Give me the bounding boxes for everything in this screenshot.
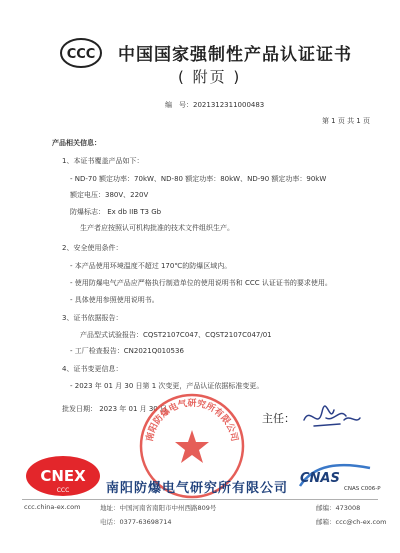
footer-phone: 电话：0377-63698714: [100, 518, 172, 526]
director-signature: [300, 400, 362, 434]
cnas-logo-icon: [294, 458, 381, 494]
ccc-logo-icon: [60, 38, 102, 68]
svg-text:CCC: CCC: [66, 47, 96, 62]
footer-divider: [22, 499, 378, 500]
footer-address: 地址：中国河南省南阳市中州西路809号: [100, 504, 217, 512]
svg-text:CCC: CCC: [56, 487, 70, 494]
product-info-heading: 产品相关信息：: [52, 139, 101, 147]
safety-item: - 具体使用参照使用说明书。: [70, 296, 159, 304]
cnex-logo-icon: [24, 454, 102, 498]
section-4-title: 4、证书变更信息：: [62, 365, 123, 373]
rated-voltage: 额定电压：380V、220V: [70, 191, 149, 199]
product-models: - ND-70 额定功率：70kW、ND-80 额定功率：80kW、ND-90 额定功率：90kW: [70, 175, 327, 183]
footer-postcode: 邮编：473008: [316, 504, 361, 512]
footer-website: ccc.china-ex.com: [24, 503, 81, 511]
section-3-title: 3、证书依据报告：: [62, 314, 123, 322]
svg-text:南阳防爆电气研究所有限公司: 南阳防爆电气研究所有限公司: [145, 399, 239, 443]
organization-name: 南阳防爆电气研究所有限公司: [106, 481, 289, 496]
certificate-subtitle: ( 附页 ): [178, 68, 242, 86]
svg-text:CNAS C006-P: CNAS C006-P: [344, 486, 381, 492]
production-note: 生产者应按照认可机构批准的技术文件组织生产。: [80, 224, 234, 232]
issue-date: 批发日期： 2023 年 01 月 30 日: [62, 405, 167, 413]
certificate-title: 中国国家强制性产品认证证书: [118, 45, 352, 65]
svg-text:CNEX: CNEX: [40, 467, 86, 485]
ex-marking: 防爆标志： Ex db IIB T3 Gb: [70, 208, 162, 216]
section-1-title: 1、本证书覆盖产品如下：: [62, 157, 144, 165]
svg-text:CNAS: CNAS: [300, 471, 340, 486]
section-2-title: 2、安全使用条件：: [62, 244, 123, 252]
safety-item: - 本产品使用环境温度不超过 170℃的防爆区域内。: [70, 262, 232, 270]
type-test-report: 产品型式试验报告：CQST2107C047、CQST2107C047/01: [80, 331, 272, 339]
footer-email: 邮箱：ccc@ch-ex.com: [316, 518, 387, 526]
factory-inspection-report: - 工厂检查报告：CN2021Q010536: [70, 347, 184, 355]
change-record: - 2023 年 01 月 30 日第 1 次变更，产品认证依据标准变更。: [70, 382, 264, 390]
page-indicator: 第 1 页 共 1 页: [321, 117, 370, 125]
safety-item: - 使用防爆电气产品应严格执行制造单位的使用说明书和 CCC 认证证书的要求使用。: [70, 279, 332, 287]
certificate-number: 编 号：2021312311000483: [165, 101, 265, 109]
director-label: 主任：: [262, 412, 295, 425]
